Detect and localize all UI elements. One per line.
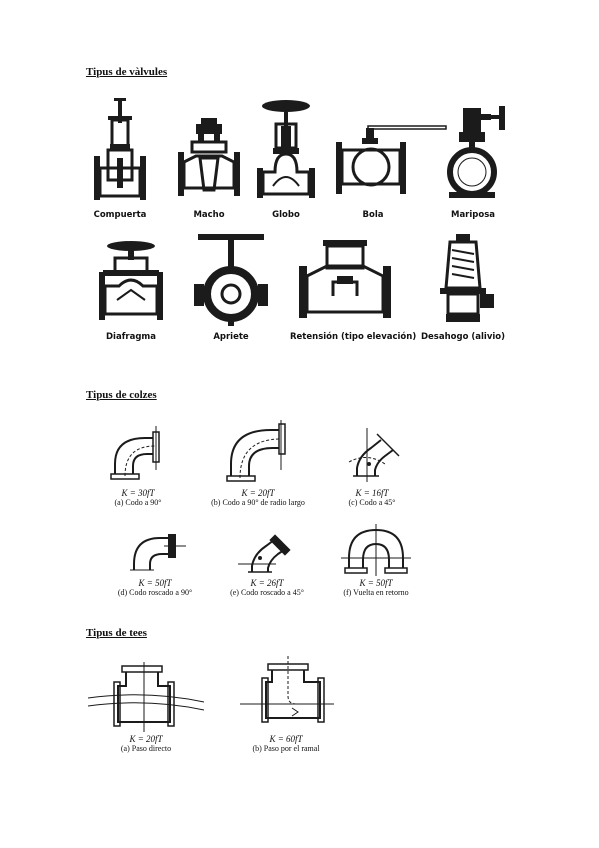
- gate-valve-icon: [90, 96, 150, 206]
- ball-valve-icon: [328, 96, 438, 206]
- globe-valve-icon: [251, 96, 321, 206]
- elbow-a: [98, 424, 178, 508]
- valve-label: Macho: [193, 210, 225, 220]
- valve-label: Desahogo (alivio): [420, 332, 506, 342]
- valve-butterfly: [428, 96, 518, 220]
- valve-label: Globo: [272, 210, 300, 220]
- elbow-b: [196, 420, 320, 508]
- threaded-elbow-45-icon: [232, 528, 302, 578]
- valve-label: Bola: [362, 210, 384, 220]
- tee-branch-flow-icon: [238, 656, 334, 734]
- valve-label: Apriete: [213, 332, 249, 342]
- figure-caption: (c) Codo a 45°: [348, 498, 396, 507]
- k-value: K = 30fT: [121, 488, 155, 498]
- k-value: K = 50fT: [138, 578, 172, 588]
- k-value: K = 20fT: [241, 488, 275, 498]
- valve-globe: [241, 96, 331, 220]
- figure-caption: (a) Codo a 90°: [114, 498, 162, 507]
- tee-b: [228, 656, 344, 754]
- elbow-e: [212, 528, 322, 598]
- figure-caption: (b) Codo a 90° de radio largo: [211, 498, 305, 507]
- diaphragm-valve-icon: [93, 236, 169, 328]
- plug-valve-icon: [174, 96, 244, 206]
- elbow-45-icon: [337, 426, 407, 488]
- valve-ball: [328, 96, 418, 220]
- k-value: K = 60fT: [269, 734, 303, 744]
- valve-pinch: [186, 232, 276, 342]
- figure-caption: (e) Codo roscado a 45°: [230, 588, 304, 597]
- figure-caption: (a) Paso directo: [120, 744, 172, 753]
- tee-a: [86, 662, 206, 754]
- butterfly-valve-icon: [433, 96, 513, 206]
- figure-caption: (f) Vuelta en retorno: [343, 588, 409, 597]
- valve-label: Mariposa: [450, 210, 496, 220]
- threaded-elbow-90-icon: [120, 530, 190, 578]
- valve-lift-check: [290, 236, 417, 342]
- elbow-90-icon: [103, 424, 173, 488]
- tee-straight-run-icon: [88, 662, 204, 734]
- k-value: K = 50fT: [359, 578, 393, 588]
- figure-caption: (b) Paso por el ramal: [252, 744, 320, 753]
- k-value: K = 16fT: [355, 488, 389, 498]
- k-value: K = 20fT: [129, 734, 163, 744]
- valve-label: Diafragma: [105, 332, 156, 342]
- elbow-c: [332, 426, 412, 508]
- pinch-valve-icon: [186, 232, 276, 328]
- relief-valve-icon: [428, 232, 498, 328]
- k-value: K = 26fT: [250, 578, 284, 588]
- valve-label: Compuerta: [93, 210, 147, 220]
- valves-section-title: Tipus de vàlvules: [86, 66, 168, 78]
- valve-label: Retensión (tipo elevación): [290, 332, 417, 342]
- valve-relief: [418, 232, 508, 342]
- valve-gate: [75, 96, 165, 220]
- elbow-90-long-radius-icon: [213, 420, 303, 488]
- elbow-d: [100, 530, 210, 598]
- tees-section-title: Tipus de tees: [86, 627, 147, 639]
- elbows-section-title: Tipus de colzes: [86, 389, 157, 401]
- lift-check-valve-icon: [297, 236, 393, 328]
- valve-diaphragm: [86, 236, 176, 342]
- figure-caption: (d) Codo roscado a 90°: [117, 588, 193, 597]
- elbow-f: [326, 524, 426, 598]
- return-bend-icon: [339, 524, 413, 578]
